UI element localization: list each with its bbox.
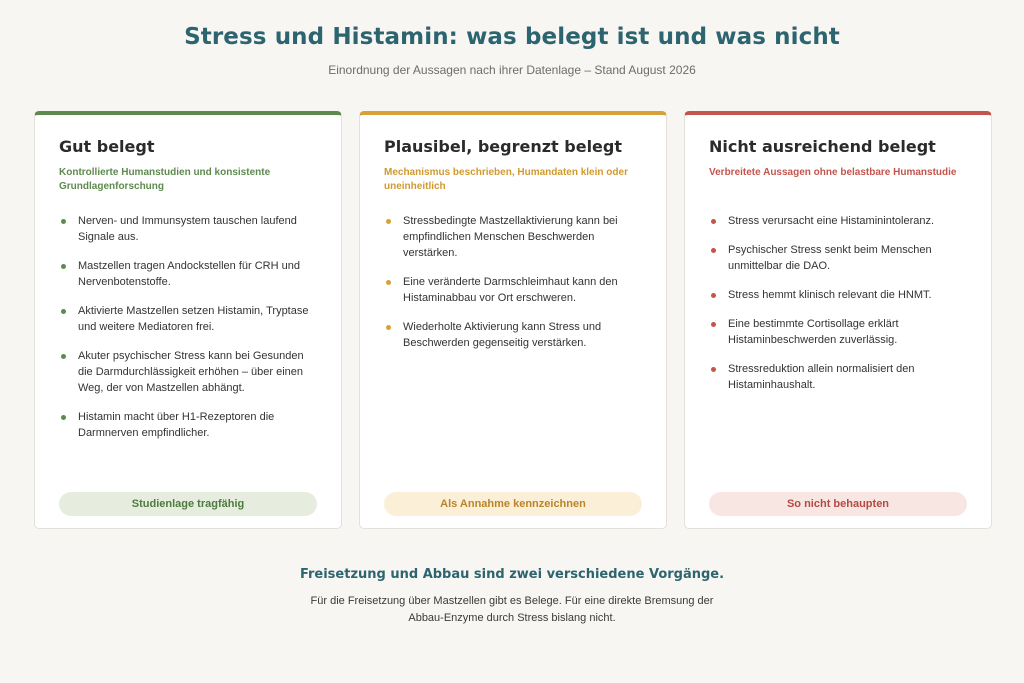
card-plausible-limited	[359, 111, 667, 529]
footer-text: Für die Freisetzung über Mastzellen gibt es Belege. Für eine direkte Bremsung der Abbau-Enzyme durch Stress bislang nicht.	[310, 595, 714, 624]
page-subtitle: Einordnung der Aussagen nach ihrer Datenlage – Stand August 2026	[328, 63, 696, 77]
list-item	[59, 409, 317, 441]
list-item-text: Akuter psychischer Stress kann bei Gesunden die Darmdurchlässigkeit erhöhen – über einen Weg, der von Mastzellen abhängt.	[78, 350, 304, 394]
card-subtitle: Kontrollierte Humanstudien und konsistente Grundlagenforschung	[59, 167, 271, 192]
list-item-text: Psychischer Stress senkt beim Menschen unmittelbar die DAO.	[728, 244, 932, 272]
list-item-text: Nerven- und Immunsystem tauschen laufend Signale aus.	[78, 215, 297, 243]
list-item-text: Wiederholte Aktivierung kann Stress und Beschwerden gegenseitig verstärken.	[403, 321, 602, 349]
list-item-text: Aktivierte Mastzellen setzen Histamin, Tryptase und weitere Mediatoren frei.	[78, 305, 309, 333]
bullet-dot-icon	[386, 280, 391, 285]
card-title: Nicht ausreichend belegt	[709, 137, 936, 156]
bullet-dot-icon	[711, 367, 716, 372]
list-item	[59, 348, 317, 396]
bullet-dot-icon	[61, 354, 66, 359]
bullet-dot-icon	[386, 325, 391, 330]
bullet-dot-icon	[386, 219, 391, 224]
footer-title: Freisetzung und Abbau sind zwei verschiedene Vorgänge.	[299, 567, 725, 582]
list-item	[709, 287, 967, 303]
bullet-dot-icon	[61, 264, 66, 269]
list-item	[59, 303, 317, 335]
page-title: Stress und Histamin: was belegt ist und was nicht	[184, 24, 840, 50]
card-title: Plausibel, begrenzt belegt	[384, 137, 623, 156]
card-not-supported	[684, 111, 992, 529]
footer-note	[0, 567, 1024, 627]
status-badge: So nicht behaupten	[709, 492, 967, 516]
list-item	[709, 316, 967, 348]
list-item-text: Stress verursacht eine Histaminintoleranz.	[728, 215, 935, 227]
bullet-dot-icon	[711, 322, 716, 327]
status-badge: Studienlage tragfähig	[59, 492, 317, 516]
bullet-dot-icon	[61, 309, 66, 314]
list-item-text: Histamin macht über H1-Rezeptoren die Darmnerven empfindlicher.	[78, 411, 275, 439]
list-item-text: Eine bestimmte Cortisollage erklärt Histaminbeschwerden zuverlässig.	[728, 318, 899, 346]
claim-list	[384, 213, 642, 351]
list-item-text: Stress hemmt klinisch relevant die HNMT.	[728, 289, 932, 301]
bullet-dot-icon	[711, 219, 716, 224]
list-item-text: Stressbedingte Mastzellaktivierung kann bei empfindlichen Menschen Beschwerden verstärken.	[403, 215, 618, 259]
bullet-dot-icon	[61, 415, 66, 420]
card-subtitle: Mechanismus beschrieben, Humandaten klein oder uneinheitlich	[384, 167, 628, 192]
list-item-text: Mastzellen tragen Andockstellen für CRH und Nervenbotenstoffe.	[78, 260, 300, 288]
evidence-cards	[34, 111, 992, 529]
header	[0, 0, 1024, 77]
list-item	[59, 213, 317, 245]
list-item	[59, 258, 317, 290]
bullet-dot-icon	[61, 219, 66, 224]
bullet-dot-icon	[711, 293, 716, 298]
list-item-text: Stressreduktion allein normalisiert den Histaminhaushalt.	[728, 363, 915, 391]
list-item	[384, 213, 642, 261]
list-item	[384, 319, 642, 351]
list-item	[709, 361, 967, 393]
card-title: Gut belegt	[59, 137, 155, 156]
status-badge: Als Annahme kennzeichnen	[384, 492, 642, 516]
claim-list	[59, 213, 317, 441]
bullet-dot-icon	[711, 248, 716, 253]
card-well-supported	[34, 111, 342, 529]
list-item	[709, 213, 967, 229]
card-subtitle: Verbreitete Aussagen ohne belastbare Humanstudie	[709, 167, 957, 178]
claim-list	[709, 213, 967, 393]
list-item	[384, 274, 642, 306]
list-item	[709, 242, 967, 274]
list-item-text: Eine veränderte Darmschleimhaut kann den Histaminabbau vor Ort erschweren.	[403, 276, 618, 304]
